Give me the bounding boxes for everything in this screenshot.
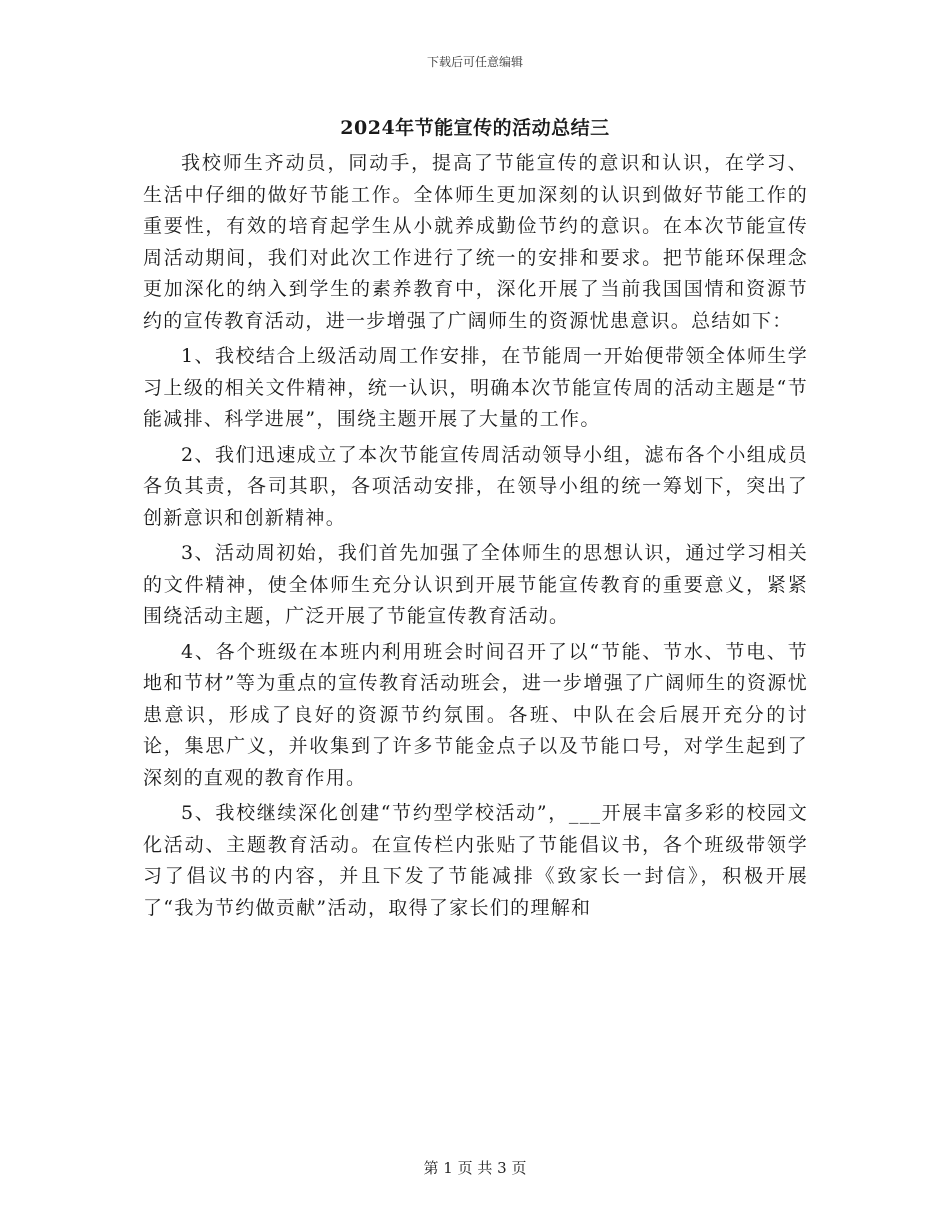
paragraph-item-4: 4、各个班级在本班内利用班会时间召开了以“节能、节水、节电、节地和节材”等为重点的宣传教育活动班会，进一步增强了广阔师生的资源忧患意识，形成了良好的资源节约氛围。各班、中队在会后展开充分的讨论，集思广义，并收集到了许多节能金点子以及节能口号，对学生起到了深刻的直观的教育作用。	[143, 640, 808, 789]
paragraph-item-3: 3、活动周初始，我们首先加强了全体师生的思想认识，通过学习相关的文件精神，使全体师生充分认识到开展节能宣传教育的重要意义，紧紧围绕活动主题，广泛开展了节能宣传教育活动。	[143, 542, 808, 627]
document-body	[143, 148, 808, 928]
paragraph-item-5: 5、我校继续深化创建“节约型学校活动”，___开展丰富多彩的校园文化活动、主题教育活动。在宣传栏内张贴了节能倡议书，各个班级带领学习了倡议书的内容，并且下发了节能减排《致家长一封信》，积极开展了“我为节约做贡献”活动，取得了家长们的理解和	[143, 802, 808, 919]
header-note: 下载后可任意编辑	[426, 55, 523, 69]
paragraph-intro: 我校师生齐动员，同动手，提高了节能宣传的意识和认识，在学习、生活中仔细的做好节能工作。全体师生更加深刻的认识到做好节能工作的重要性，有效的培育起学生从小就养成勤俭节约的意识。在本次节能宣传周活动期间，我们对此次工作进行了统一的安排和要求。把节能环保理念更加深化的纳入到学生的素养教育中，深化开展了当前我国国情和资源节约的宣传教育活动，进一步增强了广阔师生的资源忧患意识。总结如下：	[143, 152, 808, 332]
document-title: 2024年节能宣传的活动总结三	[340, 117, 610, 139]
paragraph-item-2: 2、我们迅速成立了本次节能宣传周活动领导小组，滤布各个小组成员各负其责，各司其职，各项活动安排，在领导小组的统一筹划下，突出了创新意识和创新精神。	[143, 443, 808, 529]
page-footer: 第 1 页 共 3 页	[423, 1159, 527, 1177]
paragraph-item-1: 1、我校结合上级活动周工作安排，在节能周一开始便带领全体师生学习上级的相关文件精神，统一认识，明确本次节能宣传周的活动主题是“节能减排、科学进展”，围绕主题开展了大量的工作。	[143, 345, 808, 430]
